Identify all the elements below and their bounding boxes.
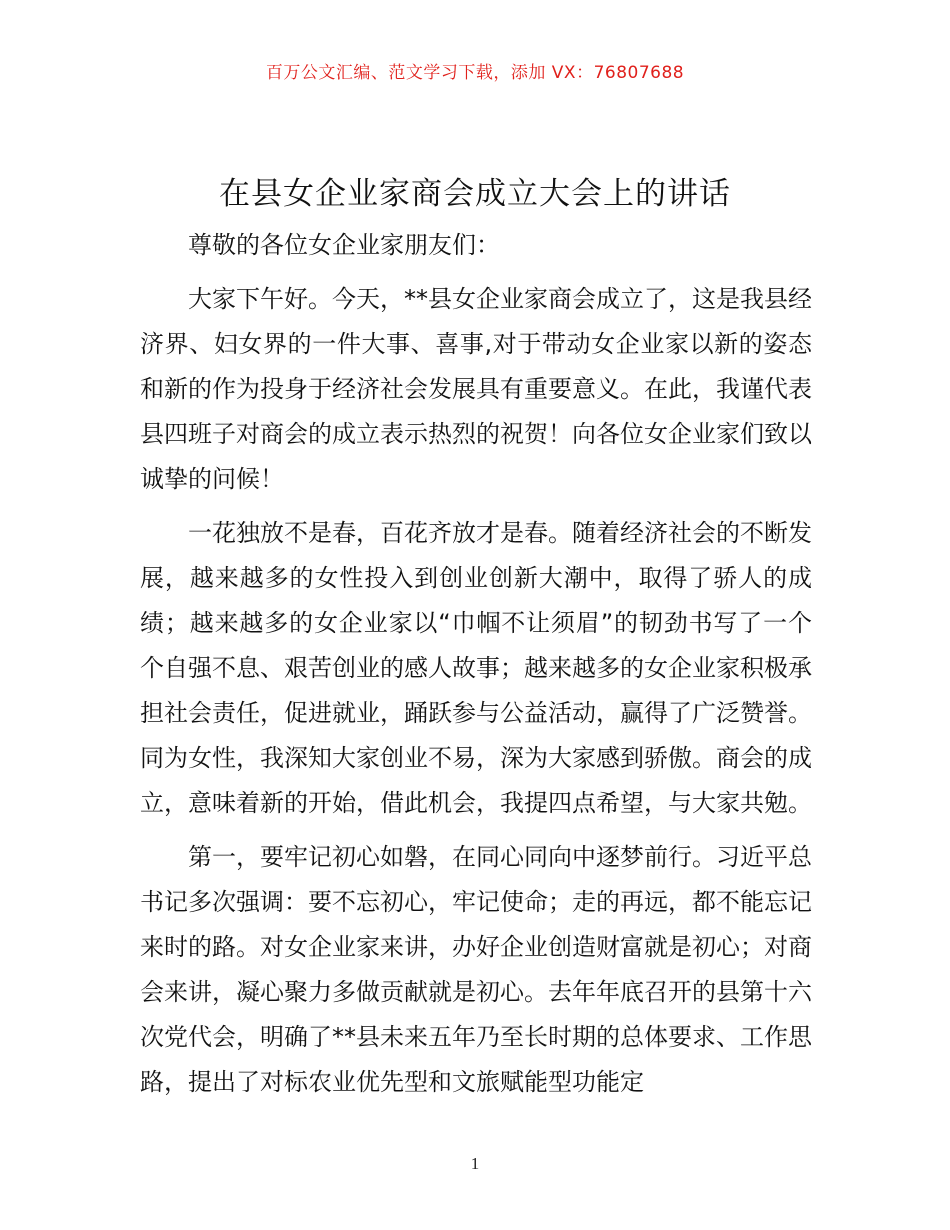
page-number: 1 [470, 1154, 480, 1173]
document-body [140, 223, 812, 1105]
header-banner: 百万公文汇编、范文学习下载，添加 VX：76807688 [265, 63, 685, 83]
paragraph-2: 一花独放不是春，百花齐放才是春。随着经济社会的不断发展，越来越多的女性投入到创业创新大潮中，取得了骄人的成绩；越来越多的女企业家以“巾帼不让须眉”的韧劲书写了一个个自强不息、艰苦创业的感人故事；越来越多的女企业家积极承担社会责任，促进就业，踊跃参与公益活动，赢得了广泛赞誉。同为女性，我深知大家创业不易，深为大家感到骄傲。商会的成立，意味着新的开始，借此机会，我提四点希望，与大家共勉。 [140, 519, 812, 817]
paragraph-1: 大家下午好。今天，**县女企业家商会成立了，这是我县经济界、妇女界的一件大事、喜事,对于带动女企业家以新的姿态和新的作为投身于经济社会发展具有重要意义。在此，我谨代表县四班子对商会的成立表示热烈的祝贺！向各位女企业家们致以诚挚的问候！ [140, 285, 812, 493]
document-title: 在县女企业家商会成立大会上的讲话 [219, 176, 731, 212]
salutation: 尊敬的各位女企业家朋友们： [188, 231, 500, 259]
paragraph-3: 第一，要牢记初心如磐，在同心同向中逐梦前行。习近平总书记多次强调：要不忘初心，牢记使命；走的再远，都不能忘记来时的路。对女企业家来讲，办好企业创造财富就是初心；对商会来讲，凝心聚力多做贡献就是初心。去年年底召开的县第十六次党代会，明确了**县未来五年乃至长时期的总体要求、工作思路，提出了对标农业优先型和文旅赋能型功能定 [140, 843, 812, 1096]
